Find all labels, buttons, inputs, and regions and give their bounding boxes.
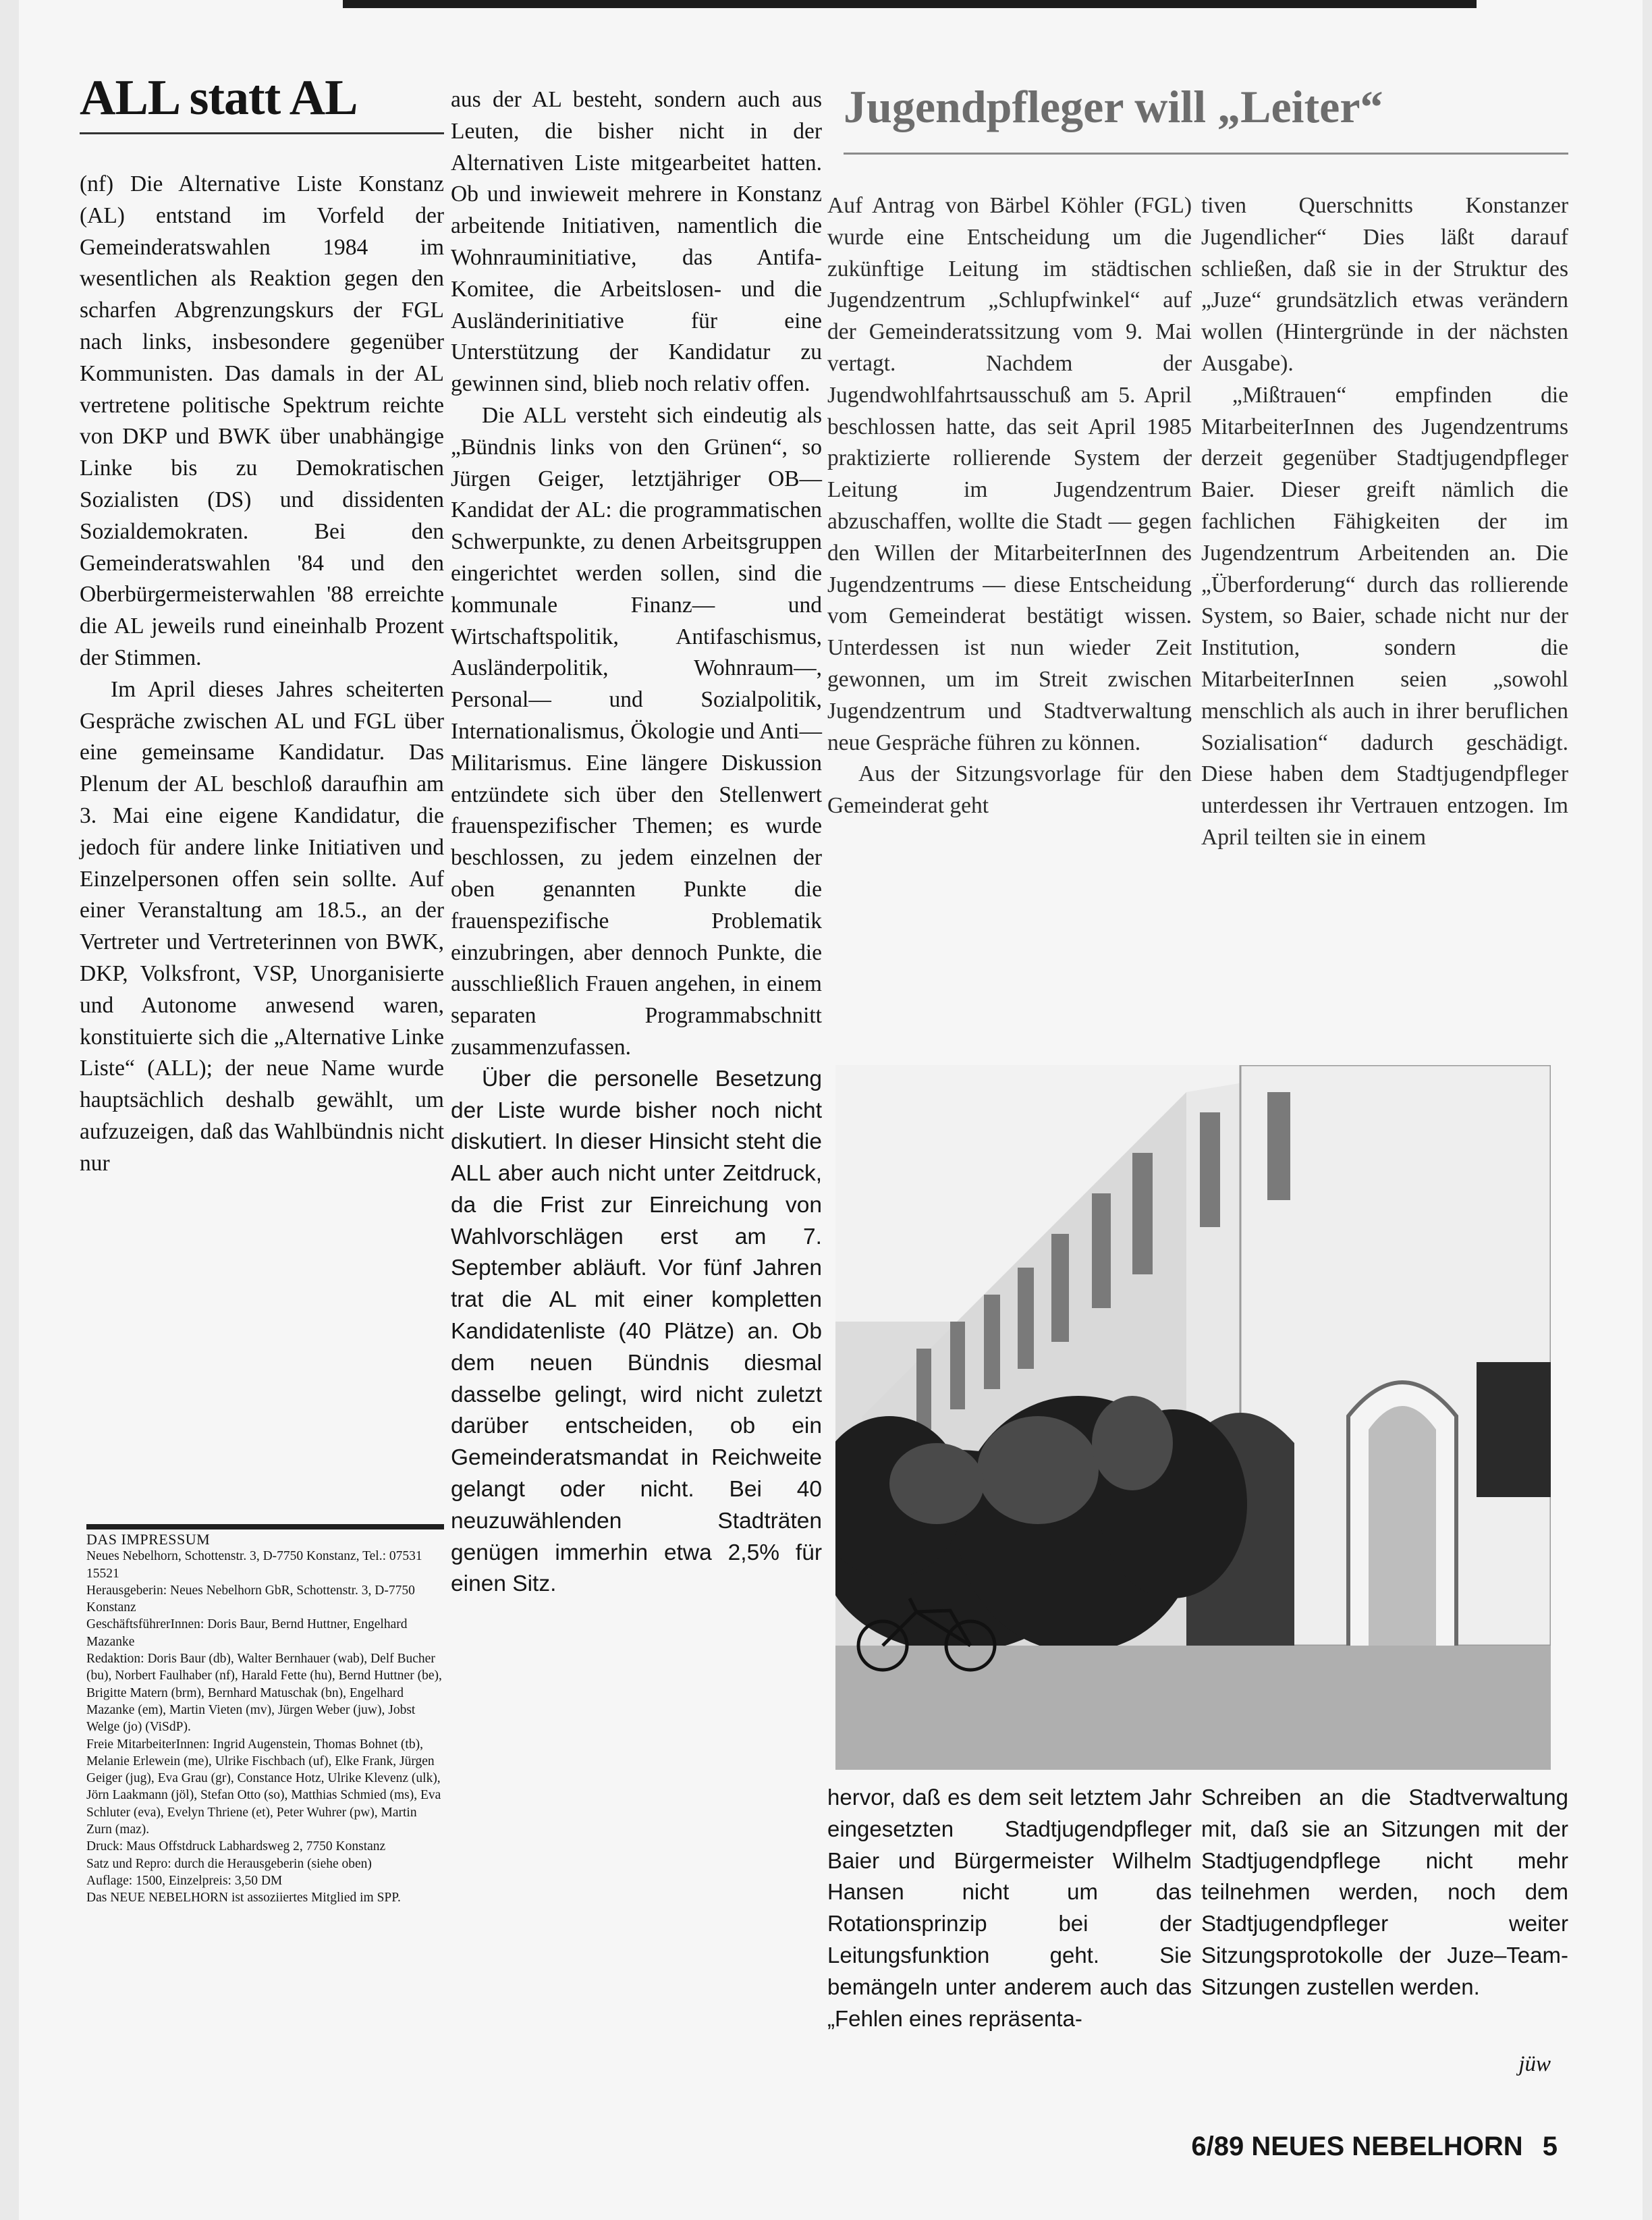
article2-paragraph: Aus der Sitzungsvorlage für den Gemeinderat geht [827,761,1192,819]
article1-paragraph: aus der AL besteht, sondern auch aus Leuten, die bisher nicht in der Alternativen Liste mitgearbeitet hatten. Ob und inwieweit mehrere in Konstanz arbeitende Initiativen, namentlich die Wohnrauminitiative, das Antifa-Komitee, die Arbeitslosen- und die Ausländerinitiative für eine Unterstützung der Kandidatur zu gewinnen sind, blieb noch relativ offen. [451,87,822,397]
impressum-line: Herausgeberin: Neues Nebelhorn GbR, Schottenstr. 3, D-7750 Konstanz [86,1583,415,1615]
article1-column-1 [80,169,444,1180]
article2-paragraph: „Mißtrauen“ empfinden die MitarbeiterInnen des Jugendzentrums derzeit gegenüber Stadtjugendpfleger Baier. Dieser greift nämlich die fachlichen Fähigkeiten der im Jugendzentrum Arbeitenden an. Die „Überforderung“ durch das rollierende System, so Baier, schade nicht nur der Institution, sondern die MitarbeiterInnen seien „sowohl menschlich als auch in ihrer beruflichen Sozialisation“ dadurch geschädigt. Diese haben dem Stadtjugendpfleger unterdessen ihr Vertrauen entzogen. Im April teilten sie in einem [1201,382,1568,850]
impressum-line: GeschäftsführerInnen: Doris Baur, Bernd Huttner, Engelhard Mazanke [86,1617,408,1649]
impressum-line: Freie MitarbeiterInnen: Ingrid Augenstein, Thomas Bohnet (tb), Melanie Erlewein (me), Ulrike Fischbach (uf), Elke Frank, Jürgen Geiger (jug), Eva Grau (gr), Constance Hotz, Ulrike Klevenz (ulk), Jörn Laakmann (jöl), Stefan Otto (so), Matthias Schmied (ms), Eva Schluter (eva), Evelyn Thriene (et), Peter Wuhrer (pw), Martin Zurn (maz). [86,1737,441,1837]
impressum-rule [86,1524,444,1529]
article1-paragraph: Im April dieses Jahres scheiterten Gespräche zwischen AL und FGL über eine gemeinsame Kandidatur. Das Plenum der AL beschloß daraufhin am 3. Mai eine eigene Kandidatur, die jedoch für andere linke Initiativen und Einzelpersonen offen sein sollte. Auf einer Veranstaltung am 18.5., an der Vertreter und Vertreterinnen von BWK, DKP, Volksfront, VSP, Unorganisierte und Autonome anwesend waren, konstituierte sich die „Alternative Linke Liste“ (ALL); der neue Name wurde hauptsächlich deshalb gewählt, um aufzuzeigen, daß das Wahlbündnis nicht nur [80,676,444,1176]
article2-paragraph: Auf Antrag von Bärbel Köhler (FGL) wurde eine Entscheidung um die zukünftige Leitung im städtischen Jugendzentrum „Schlupfwinkel“ auf der Gemeinderatssitzung vom 9. Mai vertagt. Nachdem der Jugendwohlfahrtsausschuß am 5. April beschlossen hatte, das seit April 1985 praktizierte rollierende System der Leitung im Jugendzentrum abzuschaffen, wollte die Stadt — gegen den Willen der MitarbeiterInnen des Jugendzentrums — diese Entscheidung vom Gemeinderat bestätigt wissen. Unterdessen ist nun wieder Zeit gewonnen, um im Streit zwischen Jugendzentrum und Stadtverwaltung neue Gespräche führen zu können. [827,193,1192,755]
impressum-line: Satz und Repro: durch die Herausgeberin (siehe oben) [86,1856,372,1871]
author-signature: jüw [1518,2052,1551,2076]
building-photo [835,1065,1551,1770]
page-footer [1126,2132,1558,2162]
article2-headline: Jugendpfleger will „Leiter“ [844,81,1383,132]
article2-paragraph: tiven Querschnitts Konstanzer Jugendlicher“ Dies läßt darauf schließen, daß sie in der Struktur des „Juze“ grundsätzlich etwas verändern wollen (Hintergründe in der nächsten Ausgabe). [1201,193,1568,376]
article1-column-2 [451,84,822,1600]
impressum [86,1531,444,1907]
headline-rule [80,132,444,134]
article1-headline: ALL statt AL [80,70,358,126]
issue-number: 6/89 [1191,2132,1244,2161]
article2-column-2-continued [1201,1782,1568,2003]
impressum-line: Auflage: 1500, Einzelpreis: 3,50 DM [86,1873,283,1888]
impressum-line: Das NEUE NEBELHORN ist assoziiertes Mitglied im SPP. [86,1891,401,1905]
article1-paragraph: Die ALL versteht sich eindeutig als „Bündnis links von den Grünen“, so Jürgen Geiger, letztjähriger OB—Kandidat der AL: die programmatischen Schwerpunkte, zu denen Arbeitsgruppen eingerichtet werden sollen, sind die kommunale Finanz— und Wirtschaftspolitik, Antifaschismus, Ausländerpolitik, Wohnraum—, Personal— und Sozialpolitik, Internationalismus, Ökologie und Anti—Militarismus. Eine längere Diskussion entzündete sich über den Stellenwert frauenspezifischer Themen; es wurde beschlossen, zu jedem einzelnen der oben genannten Punkte die frauenspezifische Problematik einzubringen, aber dennoch Punkte, die ausschließlich Frauen angehen, in einem separaten Programmabschnitt zusammenzufassen. [451,402,822,1060]
publication-name: NEUES NEBELHORN [1251,2132,1523,2161]
headline-rule [844,153,1568,155]
newspaper-page [19,0,1643,2220]
article2-column-1 [827,190,1192,822]
top-border [343,0,1477,8]
article1-paragraph: (nf) Die Alternative Liste Konstanz (AL) entstand im Vorfeld der Gemeinderatswahlen 1984 im wesentlichen als Reaktion gegen den scharfen Abgrenzungskurs der FGL nach links, insbesondere gegenüber Kommunisten. Das damals in der AL vertretene politische Spektrum reichte von DKP und BWK über unabhängige Linke bis zu Demokratischen Sozialisten (DS) und dissidenten Sozialdemokraten. Bei den Gemeinderatswahlen '84 und den Oberbürgermeisterwahlen '88 erreichte die AL jeweils rund eineinhalb Prozent der Stimmen. [80,171,444,670]
article2-paragraph: hervor, daß es dem seit letztem Jahr eingesetzten Stadtjugendpfleger Baier und Bürgermeister Wilhelm Hansen nicht um das Rotationsprinzip bei der Leitungsfunktion geht. Sie bemängeln unter anderem auch das „Fehlen eines repräsenta- [827,1785,1192,2031]
impressum-line: Neues Nebelhorn, Schottenstr. 3, D-7750 Konstanz, Tel.: 07531 15521 [86,1549,422,1581]
article2-column-1-continued [827,1782,1192,2034]
impressum-line: Redaktion: Doris Baur (db), Walter Bernhauer (wab), Delf Bucher (bu), Norbert Faulhaber (nf), Harald Fette (hu), Bernd Huttner (be), Brigitte Matern (brm), Bernhard Matuschak (bn), Engelhard Mazanke (em), Martin Vieten (mv), Jürgen Weber (juw), Jobst Welge (jo) (ViSdP). [86,1652,442,1735]
impressum-heading: DAS IMPRESSUM [86,1531,211,1548]
impressum-line: Druck: Maus Offstdruck Labhardsweg 2, 7750 Konstanz [86,1839,386,1854]
article1-paragraph: Über die personelle Besetzung der Liste wurde bisher noch nicht diskutiert. In dieser Hinsicht steht die ALL aber auch nicht unter Zeitdruck, da die Frist zur Einreichung von Wahlvorschlägen erst am 7. September abläuft. Vor fünf Jahren trat die AL mit einer kompletten Kandidatenliste (40 Plätze) an. Ob dem neuen Bündnis diesmal dasselbe gelingt, wird nicht zuletzt darüber entscheiden, ob ein Gemeinderatsmandat in Reichweite gelangt oder nicht. Bei 40 neuzuwählenden Stadträten genügen immerhin etwa 2,5% für einen Sitz. [451,1066,822,1597]
article2-paragraph: Schreiben an die Stadtverwaltung mit, daß sie an Sitzungen mit der Stadtjugendpflege nicht mehr teilnehmen werden, noch dem Stadtjugendpfleger weiter Sitzungsprotokolle der Juze–Team-Sitzungen zustellen werden. [1201,1785,1568,1999]
article2-column-2 [1201,190,1568,854]
page-number: 5 [1542,2132,1558,2161]
